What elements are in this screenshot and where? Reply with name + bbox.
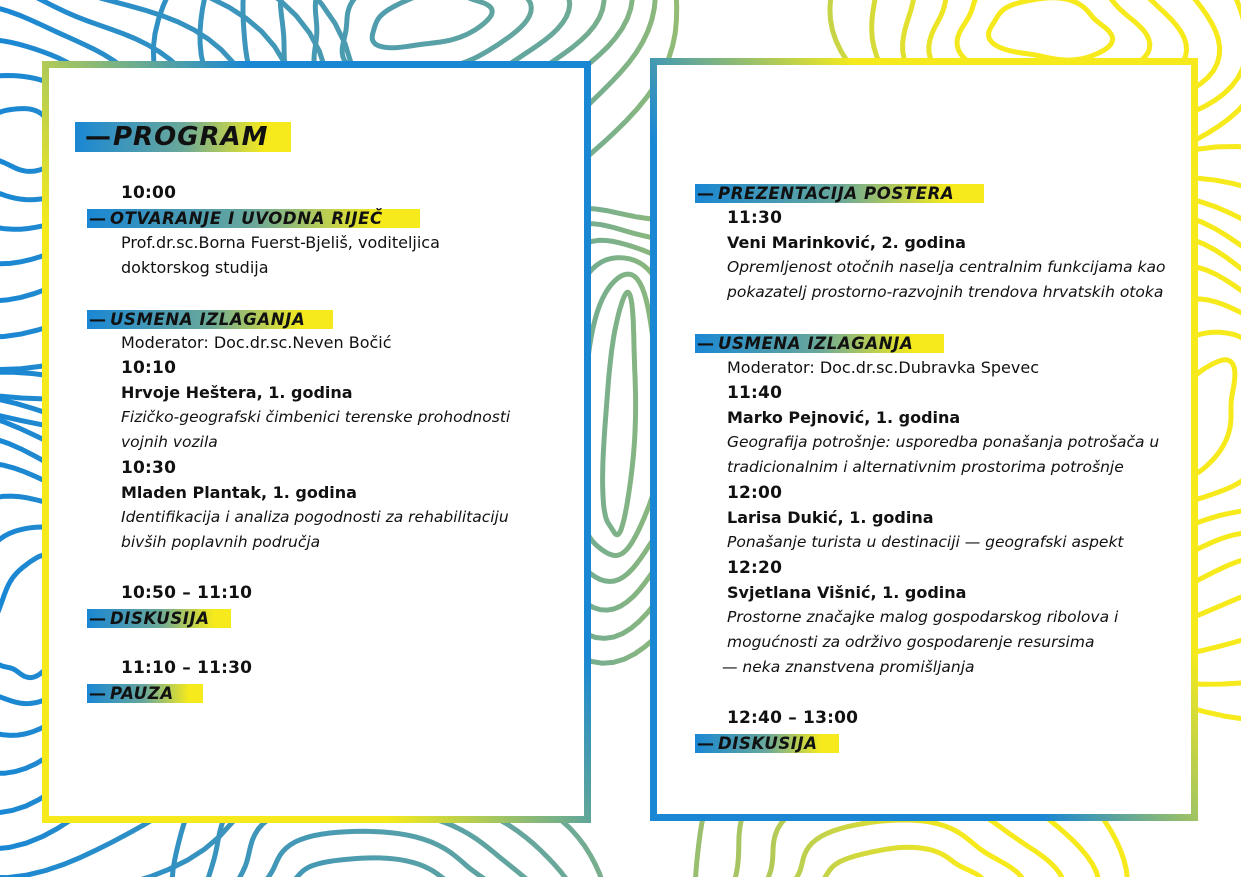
talk-title-visnic-line-1: Prostorne značajke malog gospodarskog ribolova i: [727, 608, 1119, 626]
label-dash: —: [89, 309, 106, 330]
talk-title-plantak-line-1: Identifikacija i analiza pogodnosti za rehabilitaciju: [121, 508, 509, 526]
label-dash: —: [89, 208, 106, 229]
speaker-marinkovic: Veni Marinković, 2. godina: [727, 233, 966, 252]
contour-line: [372, 0, 492, 48]
talk-title-hestera-line-2: vojnih vozila: [121, 433, 218, 451]
label-dash: —: [89, 608, 106, 629]
speaker-pejnovic: Marko Pejnović, 1. godina: [727, 408, 961, 427]
contour-line: [603, 292, 636, 534]
poster-title-line-1: Opremljenost otočnih naselja centralnim funkcijama kao: [727, 258, 1166, 276]
poster-presentation-label: PREZENTACIJA POSTERA: [718, 184, 955, 203]
talk-title-plantak-line-2: bivših poplavnih područja: [121, 533, 321, 551]
contour-line: [989, 0, 1113, 60]
opening-label-highlight: [87, 209, 420, 228]
time-10-10: 10:10: [121, 358, 177, 378]
discussion-label-right: DISKUSIJA: [718, 734, 818, 753]
talk-title-hestera-line-1: Fizičko-geografski čimbenici terenske prohodnosti: [121, 408, 511, 426]
talk-title-visnic-line-3: — neka znanstvena promišljanja: [722, 658, 975, 676]
oral-presentations-label-right: USMENA IZLAGANJA: [718, 334, 914, 353]
time-11-30: 11:30: [727, 208, 783, 228]
heading-dash: —: [85, 122, 111, 152]
break-label: PAUZA: [110, 684, 174, 703]
talk-title-dukic: Ponašanje turista u destinaciji — geografski aspekt: [727, 533, 1124, 551]
contour-line: [819, 847, 984, 877]
break-label-highlight: [87, 684, 203, 703]
time-11-10-11-30: 11:10 – 11:30: [121, 658, 253, 678]
discussion-label-left: DISKUSIJA: [110, 609, 210, 628]
program-title: PROGRAM: [113, 122, 269, 152]
speaker-plantak: Mladen Plantak, 1. godina: [121, 483, 357, 502]
talk-title-visnic-line-2: mogućnosti za održivo gospodarenje resursima: [727, 633, 1095, 651]
talk-title-pejnovic-line-2: tradicionalnim i alternativnim prostorima potrošnje: [727, 458, 1124, 476]
opening-speaker-line-1: Prof.dr.sc.Borna Fuerst-Bjeliš, voditeljica: [121, 233, 440, 252]
oral-presentations-label-highlight: [87, 310, 333, 329]
poster-presentation-label-highlight: [695, 184, 984, 203]
time-10-30: 10:30: [121, 458, 177, 478]
time-12-00: 12:00: [727, 483, 783, 503]
label-dash: —: [697, 333, 714, 354]
contour-line: [289, 858, 473, 877]
speaker-dukic: Larisa Dukić, 1. godina: [727, 508, 934, 527]
label-dash: —: [89, 683, 106, 704]
label-dash: —: [697, 183, 714, 204]
speaker-hestera: Hrvoje Heštera, 1. godina: [121, 383, 353, 402]
opening-speaker-line-2: doktorskog studija: [121, 258, 269, 277]
time-12-40-13-00: 12:40 – 13:00: [727, 708, 859, 728]
talk-title-pejnovic-line-1: Geografija potrošnje: usporedba ponašanja potrošača u: [727, 433, 1160, 451]
discussion-label-highlight-right: [695, 734, 839, 753]
program-heading: [75, 122, 291, 152]
time-12-20: 12:20: [727, 558, 783, 578]
poster-title-line-2: pokazatelj prostorno-razvojnih trendova hrvatskih otoka: [727, 283, 1164, 301]
discussion-label-highlight-left: [87, 609, 231, 628]
time-10-00: 10:00: [121, 183, 177, 203]
opening-label: OTVARANJE I UVODNA RIJEČ: [110, 209, 383, 228]
time-10-50-11-10: 10:50 – 11:10: [121, 583, 253, 603]
label-dash: —: [697, 733, 714, 754]
time-11-40: 11:40: [727, 383, 783, 403]
oral-presentations-label-highlight-right: [695, 334, 944, 353]
speaker-visnic: Svjetlana Višnić, 1. godina: [727, 583, 967, 602]
moderator-left: Moderator: Doc.dr.sc.Neven Bočić: [121, 333, 392, 352]
moderator-right: Moderator: Doc.dr.sc.Dubravka Spevec: [727, 358, 1039, 377]
oral-presentations-label: USMENA IZLAGANJA: [110, 310, 306, 329]
